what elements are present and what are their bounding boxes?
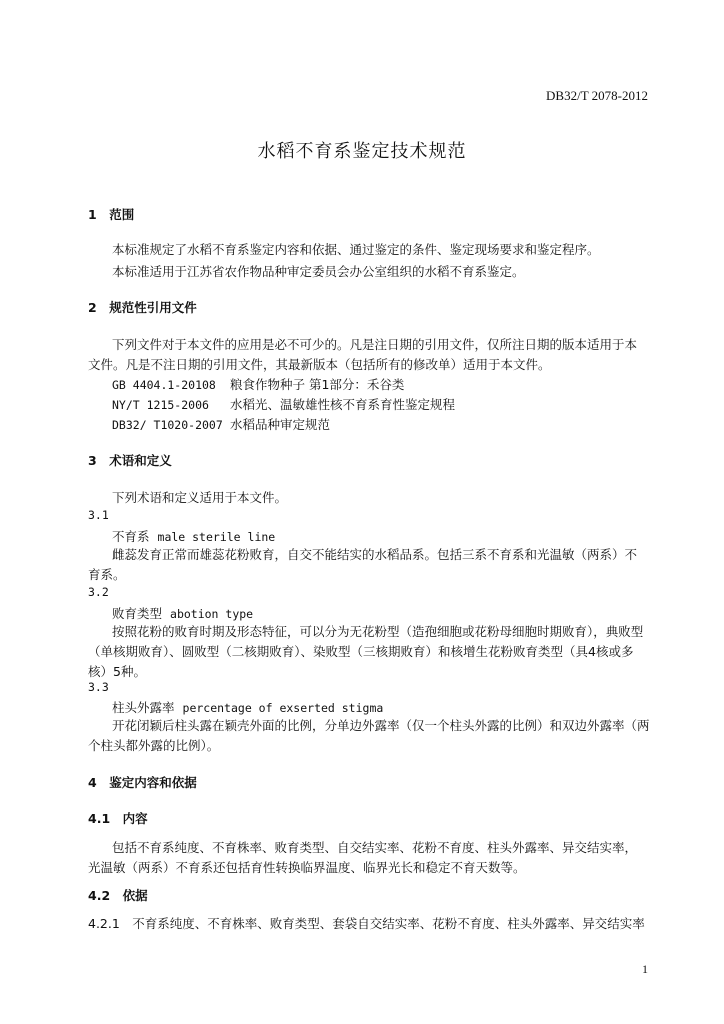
term-3-2-definition-line-1: 按照花粉的败育时期及形态特征，可以分为无花粉型（造孢细胞或花粉母细胞时期败育），典败型 [112,624,644,639]
section-4-1-heading: 4.1 内容 [88,811,148,826]
section-3-heading: 3 术语和定义 [88,453,172,468]
reference-title: 水稻品种审定规范 [230,417,331,432]
reference-item [112,395,455,413]
page-number: 1 [642,962,648,976]
term-en: abotion type [170,607,254,621]
section-1-para-2: 本标准适用于江苏省农作物品种审定委员会办公室组织的水稻不育系鉴定。 [112,264,525,279]
section-1-para-1: 本标准规定了水稻不育系鉴定内容和依据、通过鉴定的条件、鉴定现场要求和鉴定程序。 [112,242,600,257]
section-4-heading: 4 鉴定内容和依据 [88,775,197,790]
section-2-para-line-2: 文件。凡是不注日期的引用文件，其最新版本（包括所有的修改单）适用于本文件。 [88,357,551,372]
term-en: percentage of exserted stigma [182,701,384,715]
reference-code: NY/T 1215-2006 [112,398,209,412]
reference-item [112,415,330,433]
standard-code: DB32/T 2078-2012 [546,88,648,103]
section-4-2-heading: 4.2 依据 [88,888,148,903]
section-4-2-1-para-line-1: 4.2.1 不育系纯度、不育株率、败育类型、套袋自交结实率、花粉不育度、柱头外露率、异交结实率 [88,916,645,931]
term-3-3-number: 3.3 [88,680,109,694]
term-3-1-heading [112,527,275,545]
term-3-3-definition-line-1: 开花闭颖后柱头露在颖壳外面的比例，分单边外露率（仅一个柱头外露的比例）和双边外露率（两 [112,718,650,733]
section-1-heading: 1 范围 [88,207,135,222]
term-3-1-definition-line-2: 育系。 [88,567,126,582]
reference-item [112,375,404,393]
term-cn: 柱头外露率 [112,700,175,715]
term-en: male sterile line [157,530,276,544]
section-4-1-para-line-1: 包括不育系纯度、不育株率、败育类型、自交结实率、花粉不育度、柱头外露率、异交结实率， [112,840,638,855]
section-4-1-para-line-2: 光温敏（两系）不育系还包括育性转换临界温度、临界光长和稳定不育天数等。 [88,860,526,875]
term-3-1-definition-line-1: 雌蕊发育正常而雄蕊花粉败育，自交不能结实的水稻品系。包括三系不育系和光温敏（两系）不 [112,547,638,562]
term-3-1-number: 3.1 [88,508,109,522]
term-3-3-definition-line-2: 个柱头都外露的比例）。 [88,738,220,753]
section-3-intro: 下列术语和定义适用于本文件。 [112,490,288,505]
term-3-2-definition-line-2: （单核期败育）、圆败型（二核期败育）、染败型（三核期败育）和核增生花粉败育类型（具4核或多 [88,644,634,659]
reference-title: 水稻光、温敏雄性核不育系育性鉴定规程 [230,397,456,412]
term-3-2-definition-line-3: 核）5种。 [88,664,146,679]
term-cn: 不育系 [112,529,150,544]
section-2-heading: 2 规范性引用文件 [88,300,197,315]
document-title: 水稻不育系鉴定技术规范 [257,141,467,162]
section-2-para-line-1: 下列文件对于本文件的应用是必不可少的。凡是注日期的引用文件，仅所注日期的版本适用于本 [112,337,638,352]
term-cn: 败育类型 [112,606,163,621]
term-3-2-number: 3.2 [88,585,109,599]
term-3-2-heading [112,604,253,622]
term-3-3-heading [112,698,383,716]
reference-code: DB32/ T1020-2007 [112,418,223,432]
reference-code: GB 4404.1-20108 [112,378,216,392]
reference-title: 粮食作物种子 第1部分：禾谷类 [230,377,405,392]
